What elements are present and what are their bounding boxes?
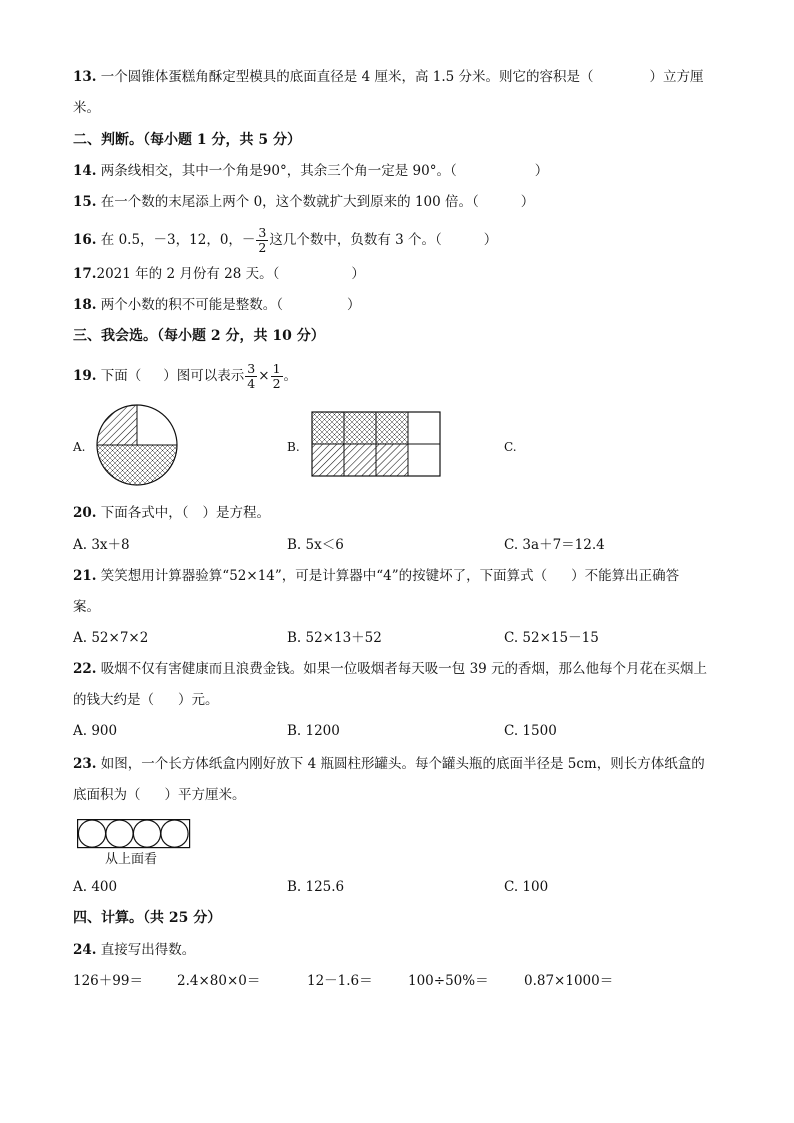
q13-number: 13. [73, 69, 97, 85]
section-2-heading: 二、判断。（每小题 1 分，共 5 分） [73, 132, 301, 148]
q24-item: 100÷50%＝ [408, 973, 489, 989]
q19-a-crosshatched-half [97, 445, 177, 485]
q15-number: 15. [73, 194, 97, 210]
q16-text: 在 0.5，－3，12，0，－ [100, 232, 256, 248]
q22-line2 [73, 690, 219, 710]
q16-fraction: $\frac{3}{2}$ [258, 225, 267, 255]
q24 [73, 940, 195, 960]
q23-box-figure [77, 819, 191, 849]
q15-text: 在一个数的末尾添上两个 0，这个数就扩大到原来的 100 倍。（ [100, 194, 479, 210]
q19 [73, 362, 297, 391]
q24-item: 2.4×80×0＝ [177, 973, 261, 989]
q17-text: 2021 年的 2 月份有 28 天。（ [96, 266, 280, 282]
q20 [73, 503, 270, 523]
q20-option-c[interactable]: C. 3a＋7＝12.4 [504, 537, 605, 553]
q22-option-c[interactable]: C. 1500 [504, 723, 557, 739]
q19-b-hatched-row [312, 444, 408, 476]
q19-figure-a-circle [95, 403, 179, 487]
q16-number: 16. [73, 232, 97, 248]
q21-text-cont: ）不能算出正确答 [571, 568, 680, 584]
q23-number: 23. [73, 756, 97, 772]
q19-figure-b-grid [312, 412, 440, 478]
q21-line2 [73, 597, 100, 617]
q18-number: 18. [73, 297, 97, 313]
q13-text: 一个圆锥体蛋糕角酥定型模具的底面直径是 4 厘米，高 1.5 分米。则它的容积是（ [100, 69, 594, 85]
q21-text-end: 案。 [73, 599, 100, 615]
q20-option-a[interactable]: A. 3x＋8 [73, 537, 130, 553]
q19-fraction-2: $\frac{1}{2}$ [272, 361, 281, 391]
q23-option-a[interactable]: A. 400 [73, 879, 118, 895]
q24-item: 0.87×1000＝ [524, 973, 614, 989]
q19-number: 19. [73, 368, 97, 384]
q24-text: 直接写出得数。 [100, 942, 196, 958]
q13-line2 [73, 98, 100, 118]
q20-number: 20. [73, 505, 97, 521]
q17 [73, 264, 365, 284]
section-4-heading: 四、计算。（共 25 分） [73, 910, 222, 926]
section-3-heading: 三、我会选。（每小题 2 分，共 10 分） [73, 328, 325, 344]
q24-item: 126＋99＝ [73, 973, 143, 989]
q22-option-a[interactable]: A. 900 [73, 723, 118, 739]
q23-can-circle [161, 820, 188, 847]
q16 [73, 226, 497, 255]
q23-line1 [73, 754, 705, 774]
q18-text: 两个小数的积不可能是整数。（ [100, 297, 284, 313]
q18 [73, 295, 361, 315]
q23-figure-caption: 从上面看 [105, 852, 158, 867]
q13-line1 [73, 67, 704, 87]
q15 [73, 192, 534, 212]
q21-number: 21. [73, 568, 97, 584]
q17-number: 17. [73, 266, 97, 282]
q23-can-circle [78, 820, 105, 847]
q22-text-end: ）元。 [178, 692, 219, 708]
q14-close: ） [534, 163, 549, 179]
q19-times: × [258, 368, 270, 384]
q14-text: 两条线相交，其中一个角是90°，其余三个角一定是 90°。（ [100, 163, 457, 179]
q19-b-crosshatched-row [312, 412, 408, 444]
q23-can-circle [133, 820, 160, 847]
q23-line2 [73, 785, 246, 805]
q22-line1 [73, 659, 707, 679]
q15-close: ） [520, 194, 535, 210]
q21-line1 [73, 566, 679, 586]
q21-option-a[interactable]: A. 52×7×2 [73, 630, 149, 646]
q23-text-end: ）平方厘米。 [164, 787, 246, 803]
q23-text: 如图，一个长方体纸盒内刚好放下 4 瓶圆柱形罐头。每个罐头瓶的底面半径是 5cm，则长方体纸盒的 [100, 756, 705, 772]
q21-text: 笑笑想用计算器验算“52×14”，可是计算器中“4”的按键坏了，下面算式（ [100, 568, 548, 584]
q17-close: ） [351, 266, 365, 282]
q21-option-c[interactable]: C. 52×15－15 [504, 630, 599, 646]
q18-close: ） [347, 297, 361, 313]
q19-fraction-1: $\frac{3}{4}$ [247, 361, 256, 391]
q20-text-cont: ）是方程。 [202, 505, 271, 521]
q13-text-end: 米。 [73, 100, 100, 116]
q22-text: 吸烟不仅有害健康而且浪费金钱。如果一位吸烟者每天吸一包 39 元的香烟，那么他每个月花在买烟上 [100, 661, 708, 677]
q20-option-b[interactable]: B. 5x＜6 [287, 537, 344, 553]
q19-option-c-label[interactable]: C. [504, 440, 517, 454]
q19-option-a-label[interactable]: A. [73, 440, 86, 454]
q19-text-cont: ）图可以表示 [163, 368, 245, 384]
q14 [73, 161, 548, 181]
q19-text: 下面（ [100, 368, 142, 384]
q24-item: 12－1.6＝ [307, 973, 373, 989]
q16-text-cont: 这几个数中，负数有 3 个。（ [269, 232, 442, 248]
q23-can-circle [106, 820, 133, 847]
q22-text-cont: 的钱大约是（ [73, 692, 154, 708]
q14-number: 14. [73, 163, 97, 179]
q19-end: 。 [283, 368, 298, 384]
q13-text-cont: ）立方厘 [649, 69, 704, 85]
q20-text: 下面各式中，（ [100, 505, 189, 521]
q21-option-b[interactable]: B. 52×13＋52 [287, 630, 382, 646]
q22-number: 22. [73, 661, 97, 677]
q23-option-c[interactable]: C. 100 [504, 879, 549, 895]
q24-number: 24. [73, 942, 97, 958]
q22-option-b[interactable]: B. 1200 [287, 723, 340, 739]
q23-text-cont: 底面积为（ [73, 787, 141, 803]
q16-close: ） [483, 232, 498, 248]
q23-option-b[interactable]: B. 125.6 [287, 879, 345, 895]
q19-option-b-label[interactable]: B. [287, 440, 300, 454]
